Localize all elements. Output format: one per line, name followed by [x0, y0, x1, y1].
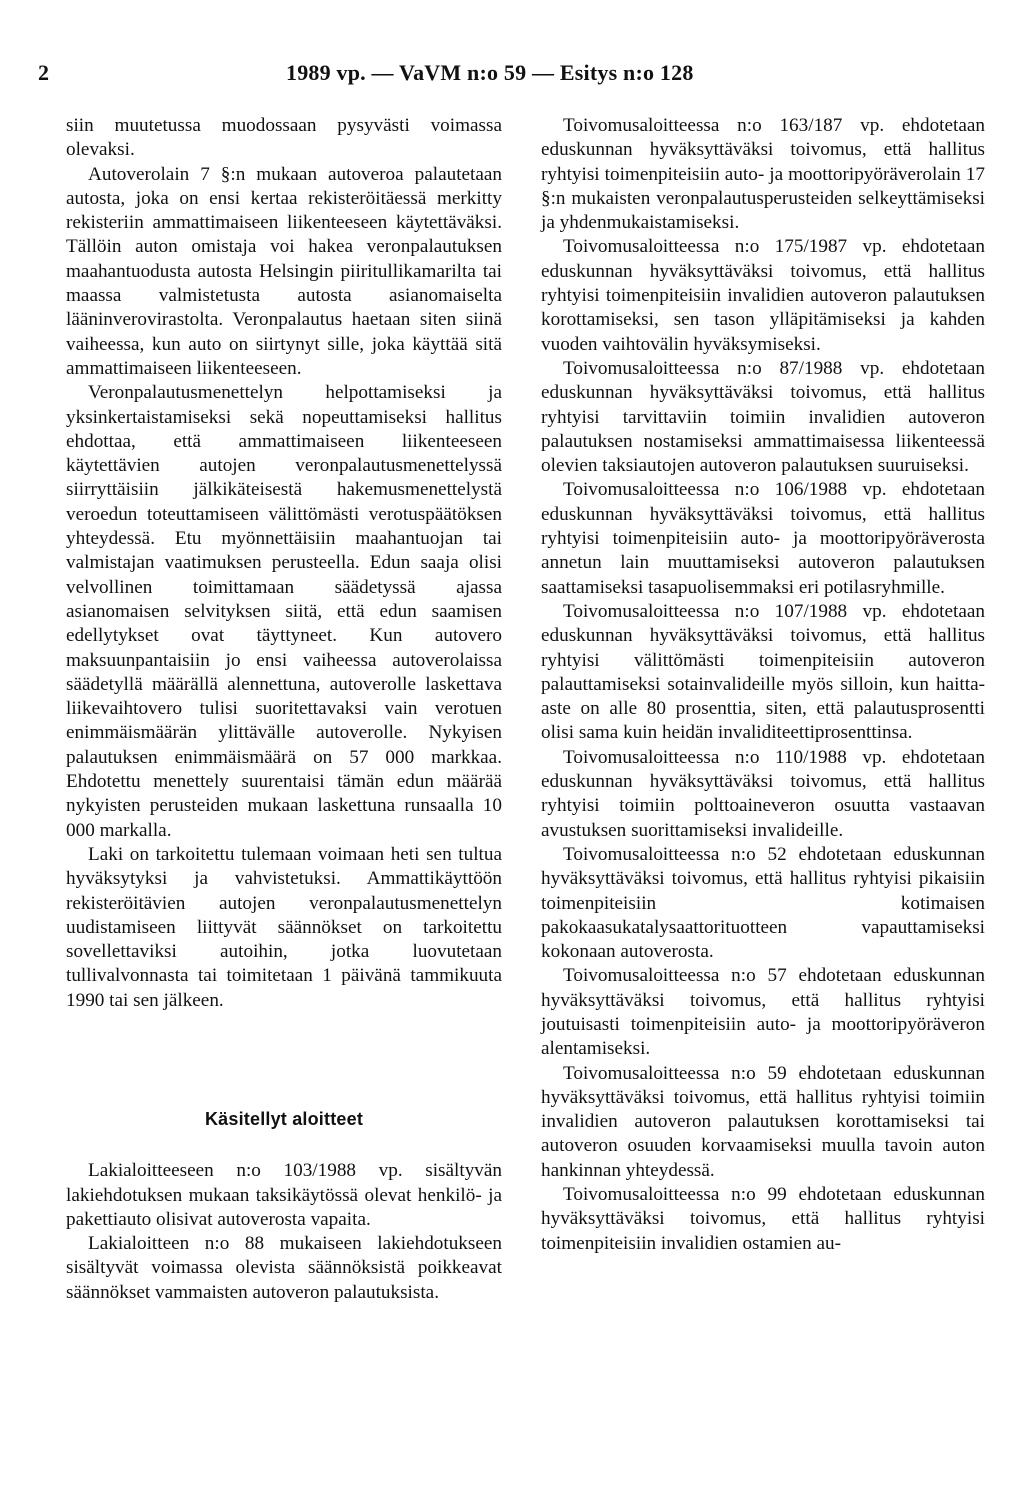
paragraph: Lakialoitteeseen n:o 103/1988 vp. sisältyvän lakiehdotuksen mukaan taksikäytössä olevat henkilö- ja pakettiauto olisivat autoverosta vapaita.: [66, 1160, 502, 1230]
paragraph: Toivomusaloitteessa n:o 163/187 vp. ehdotetaan eduskunnan hyväksyttäväksi toivomus, että hallitus ryhtyisi toimenpiteisiin auto- ja moottoripyöräverolain 17 §:n mukaisten veronpalautusperusteiden selkeyttämiseksi ja yhdenmukaistamiseksi.: [541, 115, 985, 234]
running-header-title: 1989 vp. — VaVM n:o 59 — Esitys n:o 128: [286, 60, 694, 85]
paragraph: Toivomusaloitteessa n:o 110/1988 vp. ehdotetaan eduskunnan hyväksyttäväksi toivomus, että hallitus ryhtyisi toimiin polttoaineveron osuutta vastaavan avustuksen suorittamiseksi invalideille.: [541, 746, 985, 841]
paragraph: Toivomusaloitteessa n:o 52 ehdotetaan eduskunnan hyväksyttäväksi toivomus, että hallitus ryhtyisi pikaisiin toimenpiteisiin kotimaisen pakokaasukatalysaattorituotteen vapauttamiseksi kokonaan autoverosta.: [541, 843, 985, 963]
paragraph: siin muutetussa muodossaan pysyvästi voimassa olevaksi.: [66, 115, 502, 161]
paragraph: Toivomusaloitteessa n:o 99 ehdotetaan eduskunnan hyväksyttäväksi toivomus, että hallitus ryhtyisi toimenpiteisiin invalidien ostamien au-: [541, 1184, 985, 1254]
page-number: 2: [38, 60, 49, 85]
section-heading: Käsitellyt aloitteet: [204, 1108, 364, 1129]
paragraph: Autoverolain 7 §:n mukaan autoveroa palautetaan autosta, joka on ensi kertaa rekisteröitäessä merkitty rekisteriin ammattimaiseen liikenteeseen käytettäväksi. Tällöin auton omistaja voi hakea veronpalautuksen maahantuodusta autosta Helsingin piiritullikamarilta tai maassa valmistetusta autosta asianomaiselta lääninverovirastolta. Veronpalautus haetaan siten siinä vaiheessa, kun auto on siirtynyt sille, joka käyttää sitä ammattimaiseen liikenteeseen.: [66, 163, 502, 379]
paragraph: Toivomusaloitteessa n:o 107/1988 vp. ehdotetaan eduskunnan hyväksyttäväksi toivomus, että hallitus ryhtyisi välittömästi toimenpiteisiin autoveron palauttamiseksi sotainvalideille myös silloin, kun haitta-aste on alle 80 prosenttia, siten, että palautusprosentti olisi sama kuin heidän invaliditeettiprosenttinsa.: [541, 600, 985, 744]
paragraph: Lakialoitteen n:o 88 mukaiseen lakiehdotukseen sisältyvät voimassa olevista säännöksistä poikkeavat säännökset vammaisten autoveron palautuksista.: [66, 1233, 502, 1303]
paragraph: Toivomusaloitteessa n:o 57 ehdotetaan eduskunnan hyväksyttäväksi toivomus, että hallitus ryhtyisi joutuisasti toimenpiteisiin auto- ja moottoripyöräveron alentamiseksi.: [541, 965, 985, 1060]
paragraph: Toivomusaloitteessa n:o 175/1987 vp. ehdotetaan eduskunnan hyväksyttäväksi toivomus, että hallitus ryhtyisi toimenpiteisiin invalidien autoveron palautuksen korottamiseksi, sen tason ylläpitämiseksi ja kahden vuoden vaihtovälin hyväksymiseksi.: [541, 236, 985, 355]
paragraph: Laki on tarkoitettu tulemaan voimaan heti sen tultua hyväksytyksi ja vahvistetuksi. Ammattikäyttöön rekisteröitävien autojen veronpalautusmenettelyn uudistamiseen liittyvät säännökset on tarkoitettu sovellettaviksi autoihin, jotka luovutetaan tullivalvonnasta tai toimitetaan 1 päivänä tammikuuta 1990 tai sen jälkeen.: [66, 843, 502, 1011]
left-column: [66, 114, 502, 1305]
paragraph: Veronpalautusmenettelyn helpottamiseksi ja yksinkertaistamiseksi sekä nopeuttamiseksi hallitus ehdottaa, että ammattimaiseen liikenteeseen käytettävien autojen veronpalautusmenettelyssä siirryttäisiin jälkikäteisestä hakemusmenettelystä veroedun toteuttamiseen välittömästi verotuspäätöksen yhteydessä. Etu myönnettäisiin maahantuojan tai valmistajan vaatimuksen perusteella. Edun saaja olisi velvollinen toimittamaan säädetyssä ajassa asianomaisen selvityksen siitä, että edun saamisen edellytykset ovat täyttyneet. Kun autovero maksuunpantaisiin jo ensi vaiheessa autoverolaissa säädetyllä määrällä alennettuna, autoverolle laskettava liikevaihtovero tulisi suoritettavaksi vain verotuen enimmäismäärän ylittävälle autoverolle. Nykyisen palautuksen enimmäismäärä on 57 000 markkaa. Ehdotettu menettely suurentaisi tämän edun määrää nykyisten perusteiden mukaan laskettuna runsaalla 10 000 markalla.: [66, 382, 502, 841]
paragraph: Toivomusaloitteessa n:o 106/1988 vp. ehdotetaan eduskunnan hyväksyttäväksi toivomus, että hallitus ryhtyisi toimenpiteisiin auto- ja moottoripyöräverosta annetun lain muuttamiseksi autoveron palautuksen saattamiseksi tasapuolisemmaksi eri potilasryhmille.: [541, 479, 985, 598]
paragraph: Toivomusaloitteessa n:o 59 ehdotetaan eduskunnan hyväksyttäväksi toivomus, että hallitus ryhtyisi toimiin invalidien autoveron palautuksen korottamiseksi tai autoveron osuuden korvaamiseksi muulla tavoin auton hankinnan yhteydessä.: [541, 1062, 985, 1181]
paragraph: Toivomusaloitteessa n:o 87/1988 vp. ehdotetaan eduskunnan hyväksyttäväksi toivomus, että hallitus ryhtyisi tarvittaviin toimiin invalidien autoveron palautuksen nostamiseksi ammattimaisessa liikenteessä olevien taksiautojen autoveron palautuksen suuruiseksi.: [541, 357, 985, 477]
right-column: [541, 114, 985, 1256]
page-header: [0, 60, 1024, 90]
